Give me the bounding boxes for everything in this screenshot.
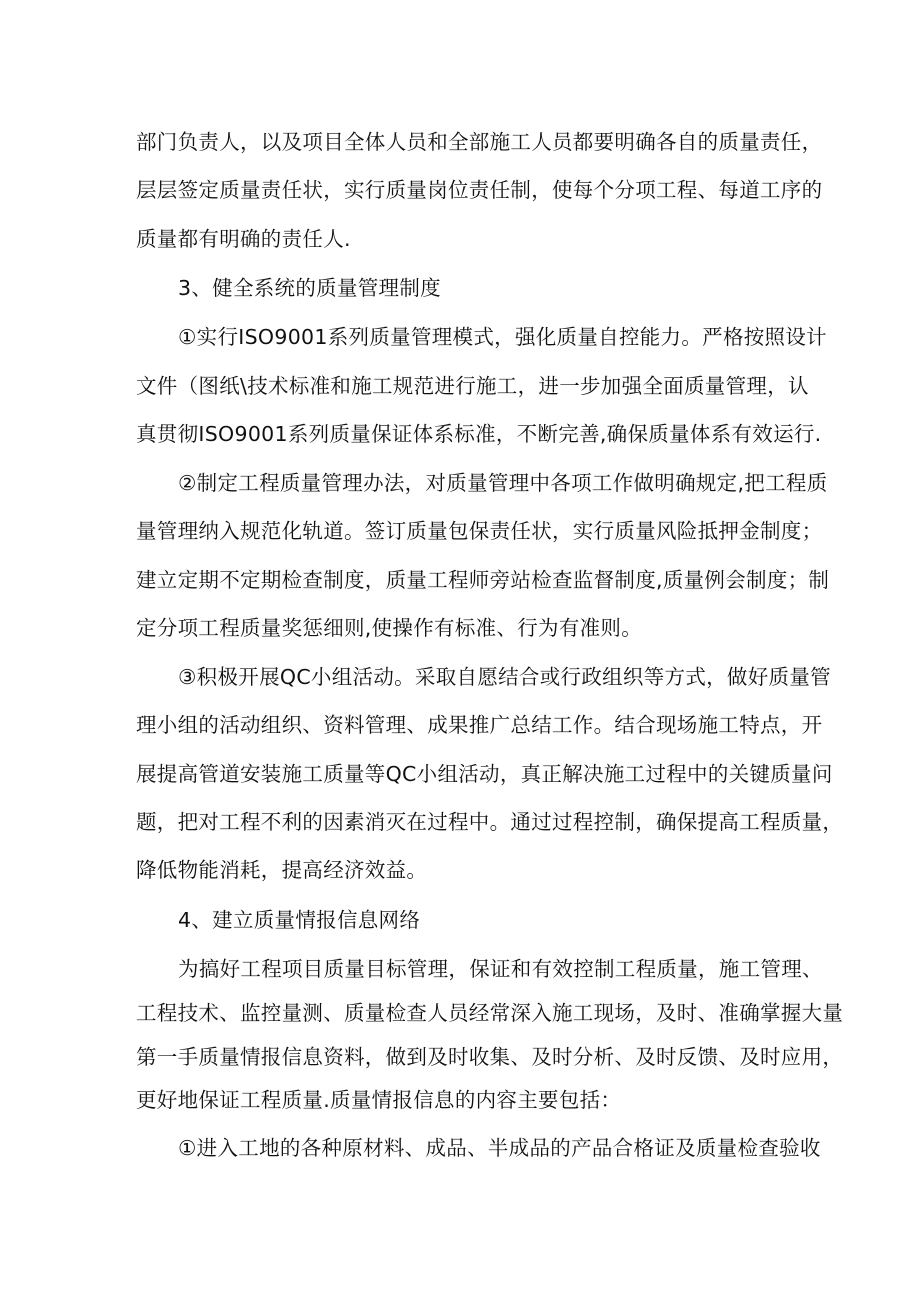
section-heading-4: 4、建立质量情报信息网络 — [178, 908, 421, 932]
text-line: 理小组的活动组织、资料管理、成果推广总结工作。结合现场施工特点，开 — [136, 713, 823, 737]
text-line: ②制定工程质量管理办法，对质量管理中各项工作做明确规定,把工程质 — [178, 471, 828, 495]
text-line: 为搞好工程项目质量目标管理，保证和有效控制工程质量，施工管理、 — [178, 957, 823, 981]
text-line: 质量都有明确的责任人. — [136, 227, 351, 251]
text-line: ③积极开展QC小组活动。采取自愿结合或行政组织等方式，做好质量管 — [178, 665, 831, 689]
text-line: 真贯彻ISO9001系列质量保证体系标准，不断完善,确保质量体系有效运行. — [136, 422, 822, 446]
text-line: 工程技术、监控量测、质量检查人员经常深入施工现场，及时、准确掌握大量 — [136, 1001, 844, 1025]
text-line: 降低物能消耗，提高经济效益。 — [136, 858, 428, 882]
text-line: 第一手质量情报信息资料，做到及时收集、及时分析、及时反馈、及时应用， — [136, 1045, 844, 1069]
text-line: 部门负责人，以及项目全体人员和全部施工人员都要明确各自的质量责任， — [136, 130, 823, 154]
text-line: 展提高管道安装施工质量等QC小组活动，真正解决施工过程中的关键质量问 — [136, 762, 833, 786]
text-line: 建立定期不定期检查制度，质量工程师旁站检查监督制度,质量例会制度；制 — [136, 568, 830, 592]
text-line: ①实行ISO9001系列质量管理模式，强化质量自控能力。严格按照设计 — [178, 325, 827, 349]
text-line: 层层签定质量责任状，实行质量岗位责任制，使每个分项工程、每道工序的 — [136, 178, 823, 202]
text-line: 文件（图纸\技术标准和施工规范进行施工，进一步加强全面质量管理，认 — [136, 374, 809, 398]
text-line: 定分项工程质量奖惩细则,使操作有标准、行为有准则。 — [136, 616, 643, 640]
section-heading-3: 3、健全系统的质量管理制度 — [178, 276, 441, 300]
text-line: ①进入工地的各种原材料、成品、半成品的产品合格证及质量检查验收 — [178, 1136, 821, 1160]
text-line: 题，把对工程不利的因素消灭在过程中。通过过程控制，确保提高工程质量， — [136, 810, 844, 834]
text-line: 量管理纳入规范化轨道。签订质量包保责任状，实行质量风险抵押金制度； — [136, 519, 823, 543]
text-line: 更好地保证工程质量.质量情报信息的内容主要包括： — [136, 1088, 622, 1112]
